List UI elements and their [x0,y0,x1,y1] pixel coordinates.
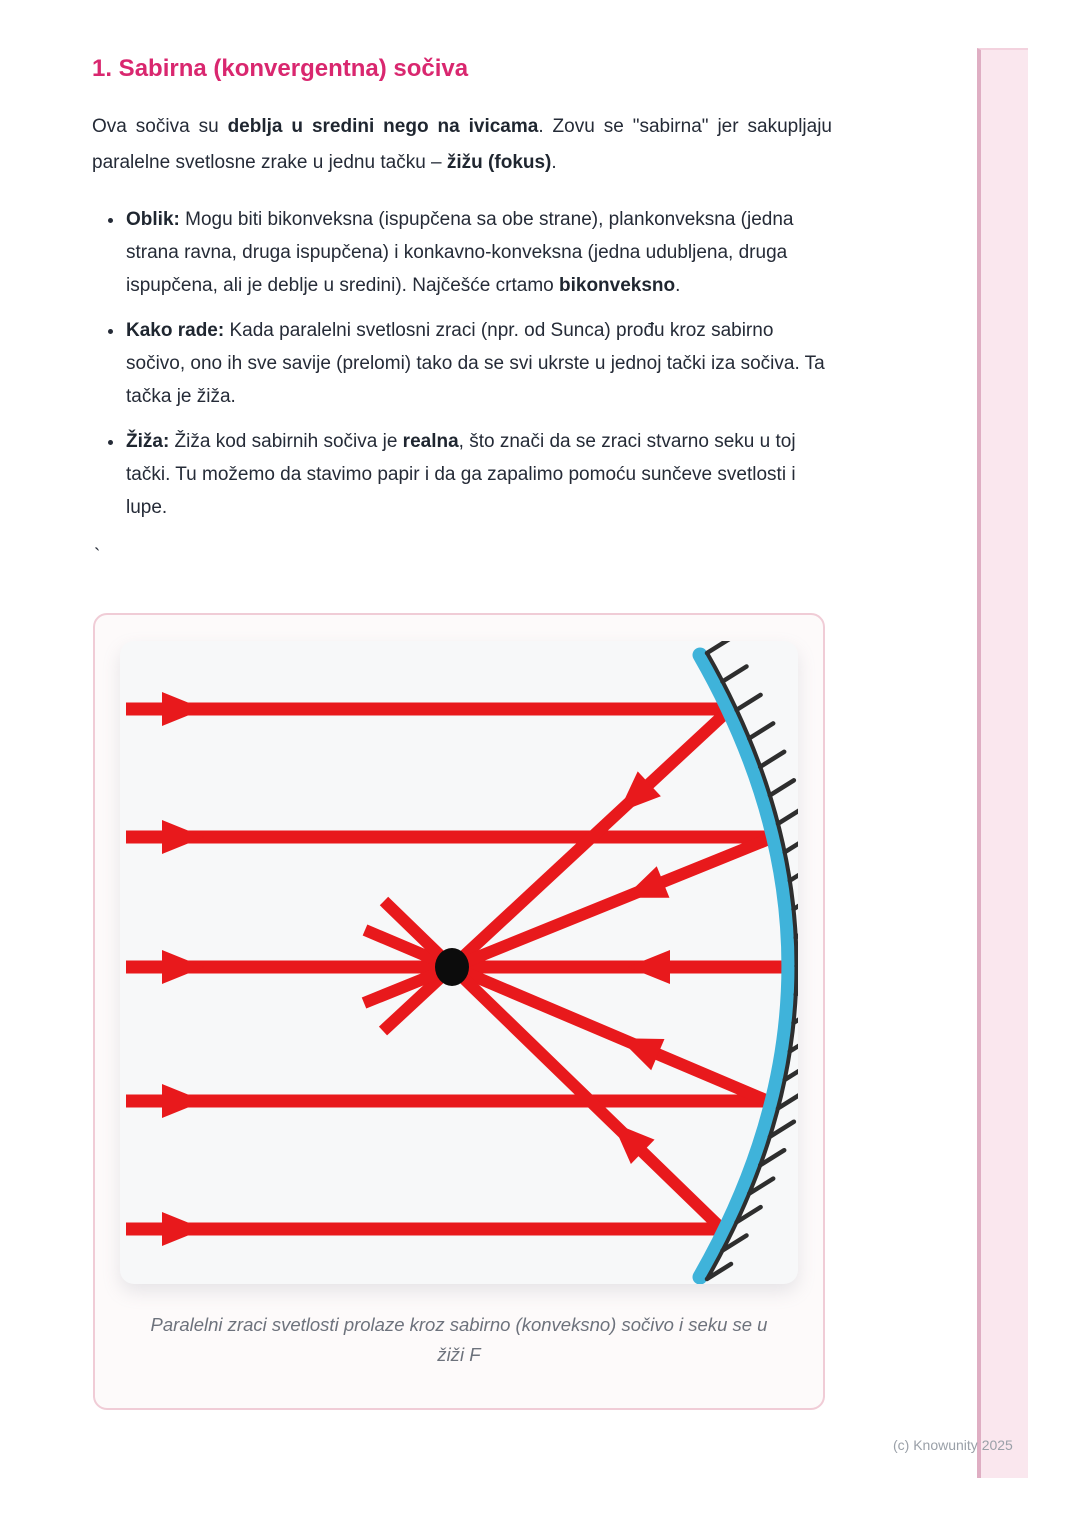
arrowhead-right-icon [162,820,204,854]
arrowhead-right-icon [162,950,204,984]
converging-rays-diagram [120,641,798,1284]
list-item-lead: Kako rade: [126,320,225,341]
figure-card [93,613,825,1410]
intro-text: . Zovu se "sabirna" jer sakupljaju paralelne svetlosne zrake u jednu tačku – [92,116,832,173]
figure-caption [135,1310,783,1370]
arrowhead-icon [618,866,670,913]
arrowhead-right-icon [162,1212,204,1246]
stray-backtick: ` [94,546,101,567]
list-item-text: . [675,275,681,296]
arrowhead-icon [628,950,670,984]
intro-bold-thicker: deblja u sredini nego na ivicama [227,116,539,137]
list-item-bold: bikonveksno [559,275,676,296]
intro-paragraph [92,109,832,181]
incoming-arrowheads [162,692,204,1246]
side-accent-bar [977,48,1028,1478]
list-item-kako-rade [125,314,832,413]
list-item-text: Mogu biti bikonveksna (ispupčena sa obe strane), plankonveksna (jedna strana ravna, druga ispupčena) i konkavno-konveksna (jedna udubljena, druga ispupčena, ali je deblje u sredini). Najčešće crtamo [126,209,794,296]
arrowhead-right-icon [162,1084,204,1118]
focal-point-dot [435,948,469,986]
footer-credit: (c) Knowunity 2025 [893,1437,1013,1453]
bullet-list [92,203,832,524]
intro-text: Ova sočiva su [92,116,228,137]
list-item-text: , što znači da se zraci stvarno seku u toj tački. Tu možemo da stavimo papir i da ga zapalimo pomoću sunčeve svetlosti i lupe. [126,431,796,518]
list-item-ziza [125,425,832,524]
intro-bold-focus: žižu (fokus) [446,152,552,173]
figure-caption-line2: žiži F [437,1344,481,1365]
lens-diagram-image [120,641,798,1284]
page-title: 1. Sabirna (konvergentna) sočiva [92,55,469,82]
list-item-lead: Oblik: [126,209,180,230]
list-item-oblik [125,203,832,302]
list-item-text: Kada paralelni svetlosni zraci (npr. od Sunca) prođu kroz sabirno sočivo, ono ih sve savije (prelomi) tako da se svi ukrste u jednoj tački iza sočiva. Ta tačka je žiža. [126,320,825,407]
list-item-text: Žiža kod sabirnih sočiva je [169,431,403,452]
intro-text: . [551,152,557,173]
list-item-lead: Žiža: [126,431,170,452]
arrowhead-right-icon [162,692,204,726]
list-item-bold: realna [402,431,459,452]
main-content [92,0,832,1410]
figure-caption-line1: Paralelni zraci svetlosti prolaze kroz sabirno (konveksno) sočivo i seku se u [150,1314,768,1335]
arrowhead-icon [613,1023,665,1071]
